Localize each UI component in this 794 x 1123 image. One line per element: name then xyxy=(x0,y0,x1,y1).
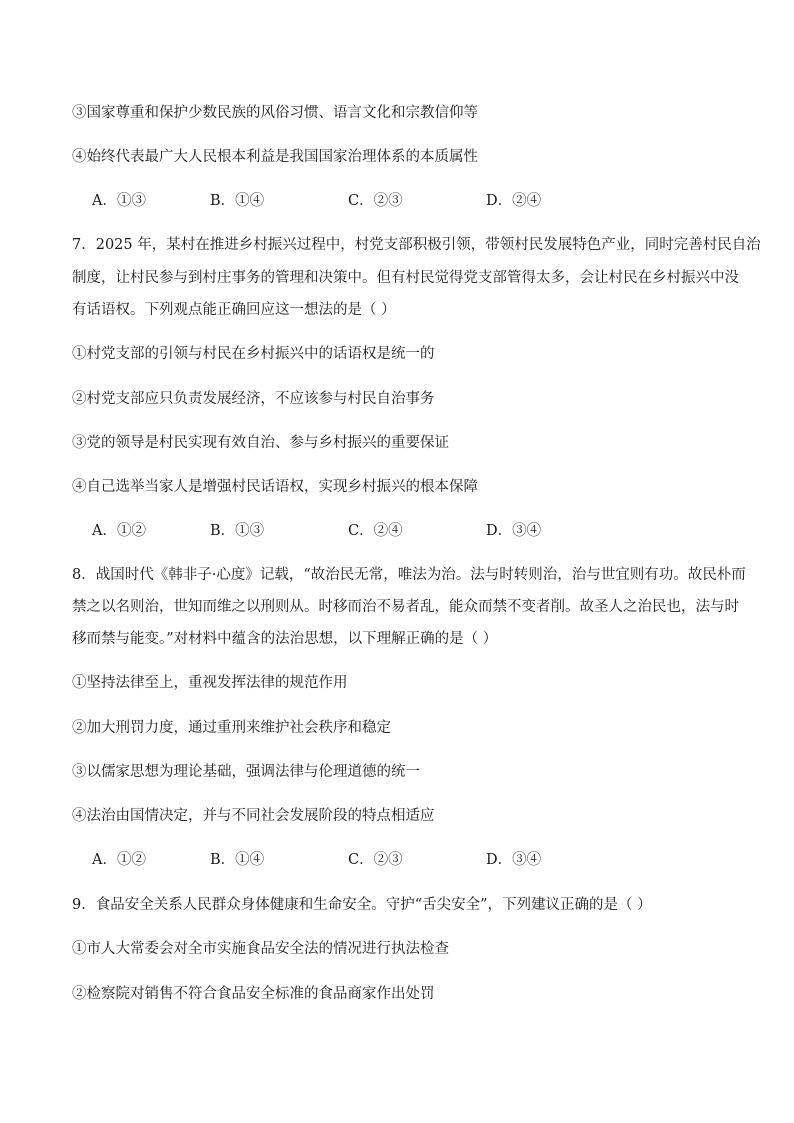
prev-item-4: ④始终代表最广大人民根本利益是我国国家治理体系的本质属性 xyxy=(72,149,478,165)
q8-item-4: ④法治由国情决定，并与不同社会发展阶段的特点相适应 xyxy=(72,808,435,824)
q8-stem-line-1: 8．战国时代《韩非子·心度》记载，“故治民无常，唯法为治。法与时转则治，治与世宜则有功。故民朴而 xyxy=(72,567,746,583)
option-b: B．①④ xyxy=(210,852,265,868)
q7-stem-line-2: 制度，让村民参与到村庄事务的管理和决策中。但有村民觉得党支部管得太多，会让村民在乡村振兴中没 xyxy=(72,270,739,286)
q8-stem-line-2: 禁之以名则治，世知而维之以刑则从。时移而治不易者乱，能众而禁不变者削。故圣人之治民也，法与时 xyxy=(72,599,739,615)
q9-item-1: ①市人大常委会对全市实施食品安全法的情况进行执法检查 xyxy=(72,941,449,957)
q7-options xyxy=(92,521,732,541)
q7-stem-line-1: 7．2025 年，某村在推进乡村振兴过程中，村党支部积极引领，带领村民发展特色产业，同时完善村民自治 xyxy=(72,237,761,253)
option-c: C．②④ xyxy=(348,523,403,539)
prev-options xyxy=(92,191,732,211)
q7-item-2: ②村党支部应只负责发展经济，不应该参与村民自治事务 xyxy=(72,391,435,407)
q8-item-1: ①坚持法律至上，重视发挥法律的规范作用 xyxy=(72,675,348,691)
q7-item-1: ①村党支部的引领与村民在乡村振兴中的话语权是统一的 xyxy=(72,346,435,362)
q8-item-2: ②加大刑罚力度，通过重刑来维护社会秩序和稳定 xyxy=(72,720,391,736)
q9-item-2: ②检察院对销售不符合食品安全标准的食品商家作出处罚 xyxy=(72,986,435,1002)
q7-stem-line-3: 有话语权。下列观点能正确回应这一想法的是（ ） xyxy=(72,302,396,318)
option-d: D．③④ xyxy=(486,523,542,539)
prev-item-3: ③国家尊重和保护少数民族的风俗习惯、语言文化和宗教信仰等 xyxy=(72,105,478,121)
option-d: D．③④ xyxy=(486,852,542,868)
q7-item-3: ③党的领导是村民实现有效自治、参与乡村振兴的重要保证 xyxy=(72,435,449,451)
q9-stem-line-1: 9．食品安全关系人民群众身体健康和生命安全。守护“舌尖安全”，下列建议正确的是（ ） xyxy=(72,897,652,913)
q7-item-4: ④自己选举当家人是增强村民话语权，实现乡村振兴的根本保障 xyxy=(72,479,478,495)
option-d: D．②④ xyxy=(486,193,542,209)
option-c: C．②③ xyxy=(348,852,403,868)
option-b: B．①③ xyxy=(210,523,265,539)
option-a: A．①② xyxy=(92,523,146,539)
option-b: B．①④ xyxy=(210,193,265,209)
option-a: A．①② xyxy=(92,852,146,868)
option-c: C．②③ xyxy=(348,193,403,209)
q8-options xyxy=(92,850,732,870)
q8-item-3: ③以儒家思想为理论基础，强调法律与伦理道德的统一 xyxy=(72,764,420,780)
q8-stem-line-3: 移而禁与能变。”对材料中蕴含的法治思想，以下理解正确的是（ ） xyxy=(72,631,498,647)
option-a: A．①③ xyxy=(92,193,146,209)
